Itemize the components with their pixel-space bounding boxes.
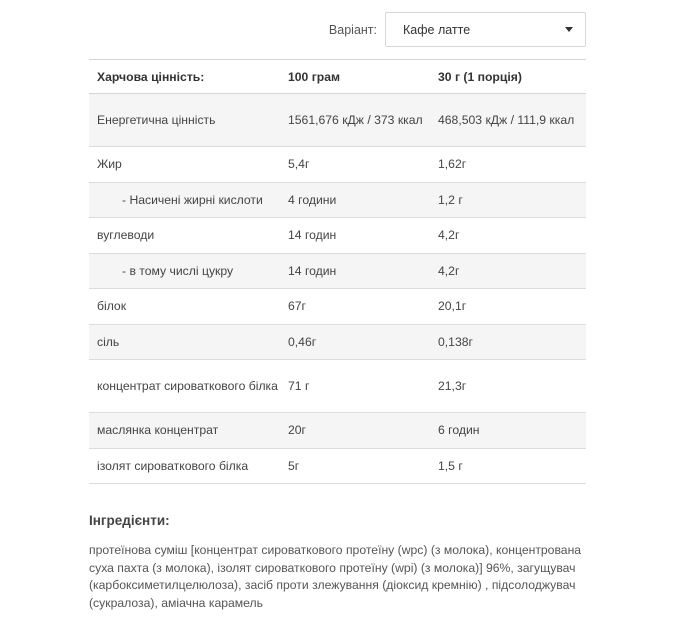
nutrient-name: вуглеводи bbox=[89, 218, 280, 254]
value-per-100g: 1561,676 кДж / 373 ккал bbox=[280, 94, 430, 147]
value-per-serving: 4,2г bbox=[430, 253, 586, 289]
value-per-serving: 4,2г bbox=[430, 218, 586, 254]
value-per-serving: 1,2 г bbox=[430, 182, 586, 218]
variant-select[interactable] bbox=[385, 12, 586, 47]
value-per-100g: 14 годин bbox=[280, 253, 430, 289]
nutrition-table bbox=[89, 59, 586, 484]
value-per-serving: 468,503 кДж / 111,9 ккал bbox=[430, 94, 586, 147]
value-per-serving: 20,1г bbox=[430, 289, 586, 325]
value-per-100g: 5г bbox=[280, 448, 430, 484]
table-row bbox=[89, 448, 586, 484]
table-row bbox=[89, 360, 586, 413]
table-row bbox=[89, 324, 586, 360]
nutrient-name: сіль bbox=[89, 324, 280, 360]
header-nutrition: Харчова цінність: bbox=[89, 60, 280, 94]
table-header-row bbox=[89, 60, 586, 94]
nutrient-name: Енергетична цінність bbox=[89, 94, 280, 147]
value-per-100g: 5,4г bbox=[280, 147, 430, 183]
value-per-100g: 0,46г bbox=[280, 324, 430, 360]
value-per-100g: 71 г bbox=[280, 360, 430, 413]
ingredients-heading: Інгредієнти: bbox=[89, 513, 170, 528]
table-row bbox=[89, 218, 586, 254]
value-per-serving: 21,3г bbox=[430, 360, 586, 413]
value-per-100g: 20г bbox=[280, 413, 430, 449]
table-row bbox=[89, 289, 586, 325]
nutrient-name: - Насичені жирні кислоти bbox=[89, 182, 280, 218]
header-per-100g: 100 грам bbox=[280, 60, 430, 94]
ingredients-text: протеїнова суміш [концентрат сироваткового протеїну (wpc) (з молока), концентрована суха пахта (з молока), ізолят сироваткового протеїну (wpi) (з молока)] 96%, загущувач (карбоксиметилцелюлоза), засіб проти злежування (діоксид кремнію) , підсолоджувач (сукралоза), аміачна карамель bbox=[89, 543, 582, 610]
nutrient-name: маслянка концентрат bbox=[89, 413, 280, 449]
nutrient-name: - в тому числі цукру bbox=[89, 253, 280, 289]
table-row bbox=[89, 147, 586, 183]
table-row bbox=[89, 413, 586, 449]
value-per-serving: 1,62г bbox=[430, 147, 586, 183]
table-row bbox=[89, 182, 586, 218]
table-row bbox=[89, 253, 586, 289]
value-per-100g: 67г bbox=[280, 289, 430, 325]
value-per-serving: 0,138г bbox=[430, 324, 586, 360]
nutrient-name: ізолят сироваткового білка bbox=[89, 448, 280, 484]
nutrient-name: білок bbox=[89, 289, 280, 325]
table-row bbox=[89, 94, 586, 147]
value-per-100g: 14 годин bbox=[280, 218, 430, 254]
nutrient-name: Жир bbox=[89, 147, 280, 183]
variant-selected-value: Кафе латте bbox=[403, 22, 471, 37]
header-per-serving: 30 г (1 порція) bbox=[430, 60, 586, 94]
value-per-serving: 6 годин bbox=[430, 413, 586, 449]
nutrient-name: концентрат сироваткового білка bbox=[89, 360, 280, 413]
variant-label: Варіант: bbox=[328, 22, 377, 37]
value-per-100g: 4 години bbox=[280, 182, 430, 218]
variant-row bbox=[0, 12, 586, 47]
value-per-serving: 1,5 г bbox=[430, 448, 586, 484]
chevron-down-icon bbox=[565, 27, 573, 32]
